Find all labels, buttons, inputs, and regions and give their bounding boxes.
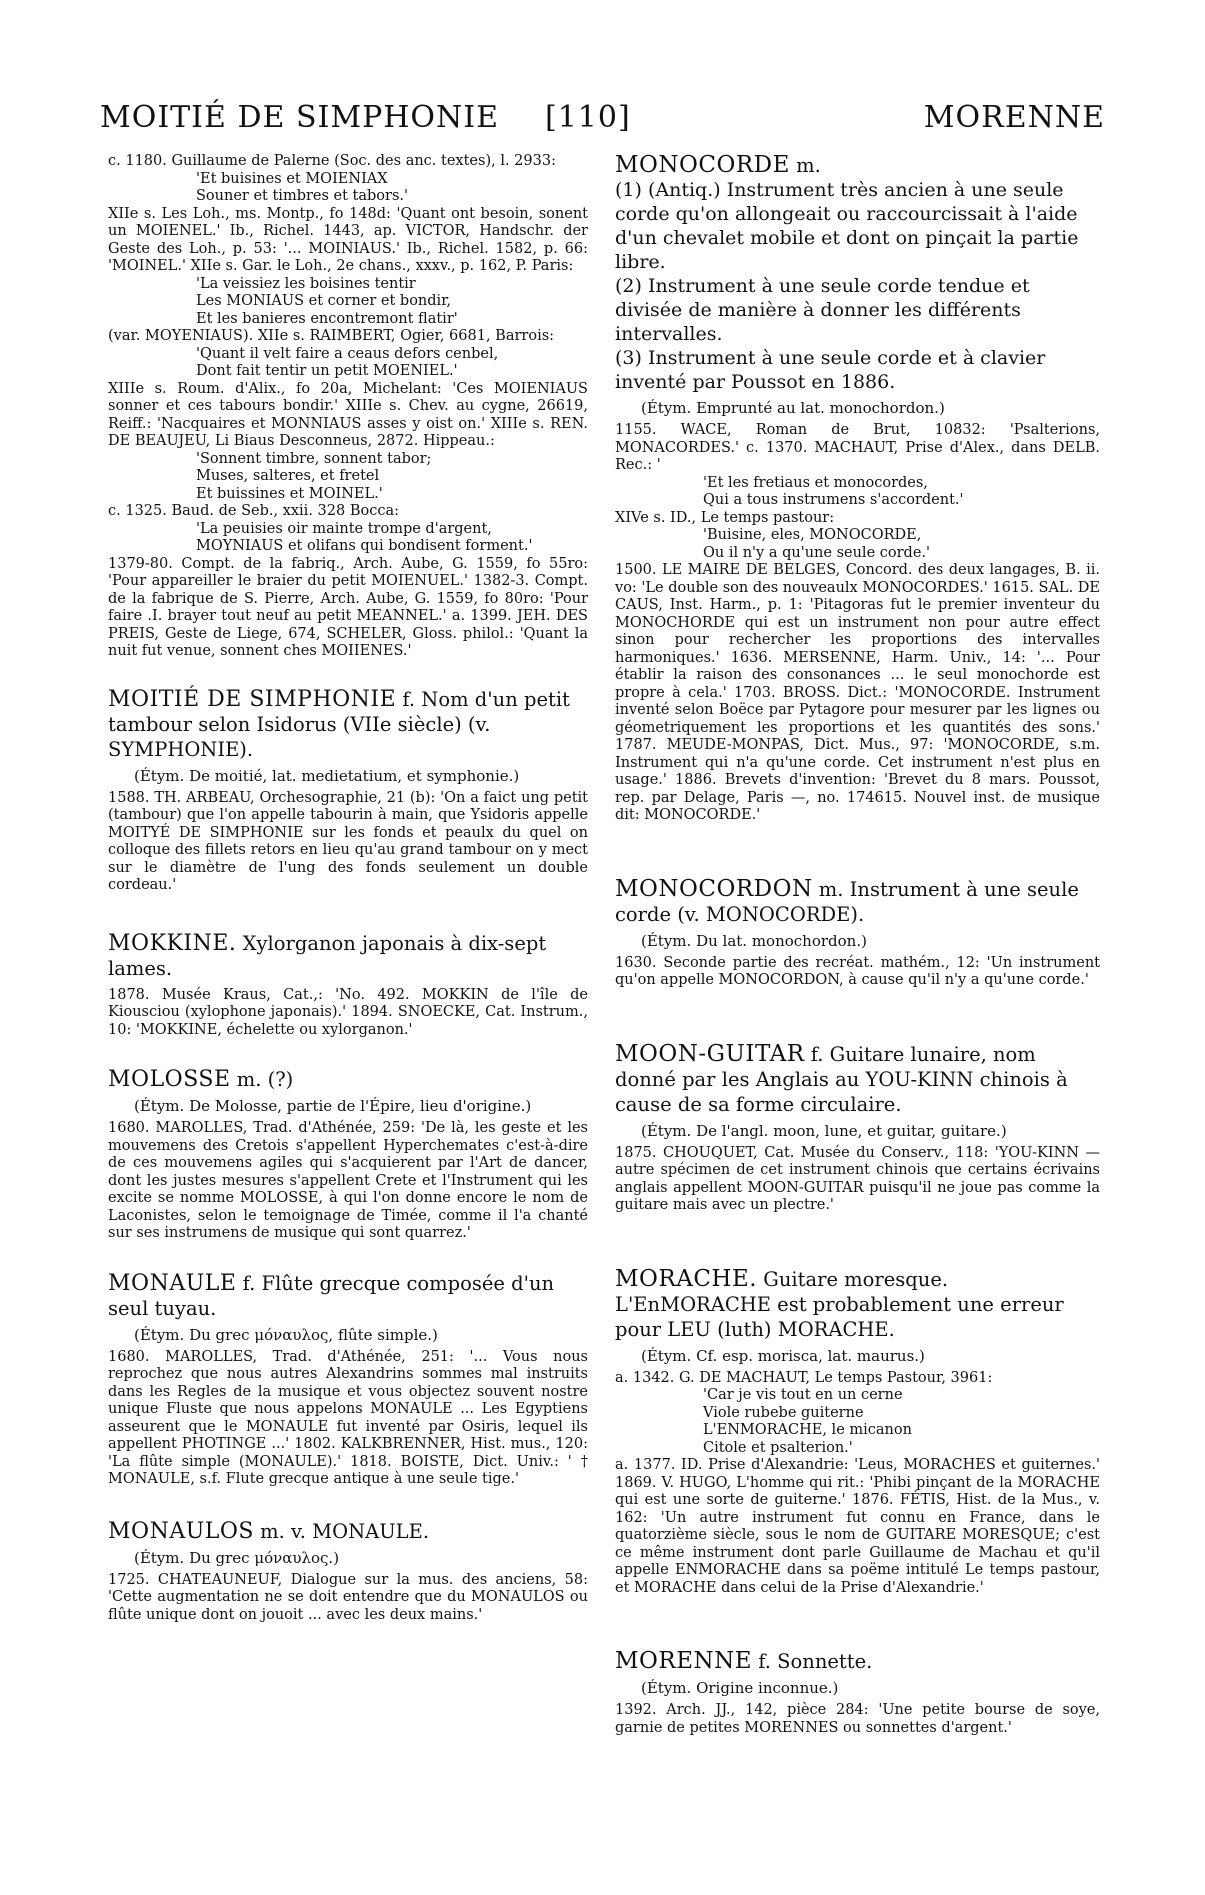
definition: m. Instrument à une seule corde (v. MONOCORDE).	[615, 877, 1079, 926]
citations	[615, 422, 1100, 825]
citation: c. 1180. Guillaume de Palerne (Soc. des anc. textes), l. 2933:	[108, 153, 556, 169]
entry-moon-guitar	[615, 1042, 1100, 1215]
citations: 1875. CHOUQUET, Cat. Musée du Conserv., 118: 'YOU-KINN — autre spécimen de cet instrument chinois que certains écrivains anglais appellent MOON-GUITAR puisqu'il ne joue pas comme la guitare mais avec un plectre.'	[615, 1144, 1100, 1213]
verse-quote: 'Et les fretiaus et monocordes, Qui a tous instrumens s'accordent.'	[703, 474, 964, 508]
headword: MORACHE.	[615, 1265, 758, 1292]
citation: 1500. LE MAIRE DE BELGES, Concord. des deux langages, B. ii. vo: 'Le double son des nouveaulx MONOCORDES.' 1615. SAL. DE CAUS, Inst. Harm., p. 1: 'Pitagoras fut le premier inventeur du MONOCHORDE qui est un instrument non pour autre effect sinon pour rechercher les proportions des intervalles harmoniques.' 1636. MERSENNE, Harm. Univ., 14: '... Pour établir la raison des consonances ... le seul monochorde est propre à cela.' 1703. BROSS. Dict.: 'MONOCORDE. Instrument inventé selon Boëce par Pytagore pour mesurer par les lignes ou géometriquement les proportions et les quantités des sons.' 1787. MEUDE-MONPAS, Dict. Mus., 97: 'MONOCORDE, s.m. Instrument qui n'a qu'une corde. Cet instrument n'est plus en usage.' 1886. Brevets d'invention: 'Brevet du 8 mars. Poussot, rep. par Delage, Paris —, no. 174615. Nouvel inst. de musique dit: MONOCORDE.'	[615, 562, 1100, 823]
verse-quote: 'La peuisies oir mainte trompe d'argent, MOYNIAUS et olifans qui bondisent forment.'	[196, 520, 533, 554]
verse-quote: 'Car je vis tout en un cerne Viole rubebe guiterne L'ENMORACHE, le micanon Citole et psalterion.'	[703, 1387, 912, 1456]
etymology: (Étym. Du grec μόναυλος.)	[134, 1548, 340, 1567]
entry-heading	[615, 1267, 1100, 1342]
definition: f. Nom d'un petit tambour selon Isidorus (VIIe siècle) (v. SYMPHONIE).	[108, 687, 570, 761]
etymology: (Étym. De moitié, lat. medietatium, et symphonie.)	[134, 766, 520, 785]
page-header	[100, 100, 1105, 150]
entry-heading	[615, 1649, 1100, 1674]
citation: a. 1342. G. DE MACHAUT, Le temps Pastour, 3961:	[615, 1369, 993, 1386]
entry-heading	[108, 1271, 588, 1321]
citation: a. 1377. ID. Prise d'Alexandrie: 'Leus, MORACHES et guiternes.' 1869. V. HUGO, L'homme qui rit.: 'Phibi pinçant de la MORACHE qui est une sorte de guiterne.' 1876. FÉTIS, Hist. de la Mus., v. 162: 'Un autre instrument fut connu en France, dans le quatorzième siècle, sous le nom de GUITARE MORESQUE; c'est ce même instrument dont parle Guillaume de Machau et qu'il appelle ENMORACHE dans sa poëme intitulé Le temps pastour, et MORACHE dans celui de la Prise d'Alexandrie.'	[615, 1457, 1100, 1596]
sense: (3) Instrument à une seule corde et à clavier inventé par Poussot en 1886.	[615, 347, 1046, 393]
definition: m.	[789, 154, 821, 177]
citation: XIVe s. ID., Le temps pastour:	[615, 509, 835, 526]
entry-heading	[108, 1519, 588, 1544]
etymology: (Étym. Du lat. monochordon.)	[641, 931, 867, 950]
citations: 1680. MAROLLES, Trad. d'Athénée, 251: '... Vous nous reprochez que nous autres Alexandrins sommes mal instruits dans les Regles de la musique et vous objectez souvent nostre unique Fluste que nous appelons MONAULE ... Les Egyptiens asseurent que le MONAULE fut inventé par Osiris, lequel ils appellent PHOTINGE ...' 1802. KALKBRENNER, Hist. mus., 120: 'La flûte simple (MONAULE).' 1818. BOISTE, Dict. Univ.: ' † MONAULE, s.f. Flute grecque antique à une seule tige.'	[108, 1348, 588, 1487]
citations: 1878. Musée Kraus, Cat.,: 'No. 492. MOKKIN de l'île de Kiousciou (xylophone japonais).' 1894. SNOECKE, Cat. Instrum., 10: 'MOKKINE, échelette ou xylorganon.'	[108, 986, 588, 1038]
entry-heading	[108, 687, 588, 762]
entry-monaule	[108, 1271, 588, 1489]
definition: Xylorganon japonais à dix-sept lames.	[108, 931, 547, 980]
citations: 1588. TH. ARBEAU, Orchesographie, 21 (b): 'On a faict ung petit (tambour) que l'on appelle tabourin à main, que Ysidoris appelle MOITYÉ DE SIMPHONIE sur les fonds et peaulx du quel on colloque des fillets retors en lieu qu'au grand tambour on y mect sur le diamètre de l'ung des fonds seulement un double cordeau.'	[108, 789, 588, 893]
entry-molosse	[108, 1067, 588, 1243]
running-head-right: MORENNE	[923, 100, 1105, 135]
entry-monocorde	[615, 153, 1100, 825]
definition: f. Flûte grecque composée d'un seul tuyau.	[108, 1271, 555, 1320]
left-column	[108, 153, 588, 1624]
definition: f. Sonnette.	[752, 1650, 873, 1673]
entry-heading	[615, 153, 1100, 178]
verse-quote: 'Et buisines et MOIENIAX Souner et timbres et tabors.'	[196, 170, 409, 204]
headword: MORENNE	[615, 1648, 753, 1674]
definition: m. (?)	[230, 1068, 294, 1091]
citations: 1725. CHATEAUNEUF, Dialogue sur la mus. des anciens, 58: 'Cette augmentation ne se doit entendre que du MONAULOS ou flûte unique dont on jouoit ... avec les deux mains.'	[108, 1571, 588, 1623]
citation: 1155. WACE, Roman de Brut, 10832: 'Psalterions, MONACORDES.' c. 1370. MACHAUT, Prise d'Alex., dans DELB. Rec.: '	[615, 422, 1100, 473]
verse-quote: 'Buisine, eles, MONOCORDE, Ou il n'y a qu'une seule corde.'	[703, 527, 931, 561]
entry-heading	[615, 1042, 1100, 1117]
etymology: (Étym. Origine inconnue.)	[641, 1679, 839, 1697]
verse-quote: 'La veissiez les boisines tentir Les MONIAUS et corner et bondir, Et les banieres encontremont flatir'	[196, 275, 458, 327]
citation: c. 1325. Baud. de Seb., xxii. 328 Bocca:	[108, 503, 399, 519]
entry-morenne	[615, 1649, 1100, 1737]
entry-heading	[108, 931, 588, 981]
running-head-left: MOITIÉ DE SIMPHONIE	[100, 100, 500, 135]
etymology: (Étym. Cf. esp. morisca, lat. maurus.)	[641, 1346, 925, 1365]
etymology: (Étym. Emprunté au lat. monochordon.)	[641, 399, 945, 417]
entry-heading	[108, 1067, 588, 1092]
citations: 1392. Arch. JJ., 142, pièce 284: 'Une petite bourse de soye, garnie de petites MORENNES ou sonnettes d'argent.'	[615, 1702, 1100, 1736]
verse-quote: 'Sonnent timbre, sonnent tabor; Muses, salteres, et fretel Et buissines et MOINEL.'	[196, 450, 432, 502]
sense: (2) Instrument à une seule corde tendue et divisée de manière à donner les différents intervalles.	[615, 275, 1030, 345]
headword: MOITIÉ DE SIMPHONIE	[108, 686, 397, 712]
right-column	[615, 153, 1100, 1737]
entry-heading	[615, 877, 1100, 927]
headword: MOKKINE.	[108, 930, 237, 956]
citations: 1680. MAROLLES, Trad. d'Athénée, 259: 'De là, les geste et les mouvemens des Cretois s'appellent Hyperchemates c'est-à-dire de ces mouvemens agiles qui s'acquierent par l'Art de dancer, dont les justes mesures s'appellent Crete et l'Instrument qui les excite se nomme MOLOSSE, à qui l'on donne encore le nom de Laconistes, selon le temoignage de Timée, comme il l'a chanté sur ses instrumens de musique qui sont quarrez.'	[108, 1120, 588, 1241]
citation: (var. MOYENIAUS). XIIe s. RAIMBERT, Ogier, 6681, Barrois:	[108, 328, 555, 344]
headword: MONOCORDE	[615, 152, 790, 178]
citations	[615, 1370, 1100, 1598]
headword: MONAULOS	[108, 1518, 254, 1544]
sense-list	[615, 178, 1100, 394]
headword: MOLOSSE	[108, 1067, 231, 1092]
citation: XIIIe s. Roum. d'Alix., fo 20a, Michelant: 'Ces MOIENIAUS sonner et ces tabours bondir.' XIIIe s. Chev. au cygne, 26619, Reiff.: 'Nacquaires et MONNIAUS asses y oist on.' XIIIe s. REN. DE BEAUJEU, Li Biaus Desconneus, 2872. Hippeau.:	[108, 380, 588, 449]
etymology: (Étym. De l'angl. moon, lune, et guitar, guitare.)	[641, 1121, 1007, 1140]
entry-mokkine	[108, 931, 588, 1040]
definition: m. v. MONAULE.	[253, 1519, 430, 1543]
citation: 1379-80. Compt. de la fabriq., Arch. Aube, G. 1559, fo 55ro: 'Pour appareiller le braier du petit MOIENUEL.' 1382-3. Compt. de la fabrique de S. Pierre, Arch. Aube, G. 1559, fo 80ro: 'Pour faire .I. brayer tout neuf au petit MEANNEL.' a. 1399. JEH. DES PREIS, Geste de Liege, 674, SCHELER, Gloss. philol.: 'Quant la nuit fut venue, sonnent ches MOIIENES.'	[108, 555, 588, 659]
etymology: (Étym. De Molosse, partie de l'Épire, lieu d'origine.)	[134, 1097, 532, 1115]
headword: MONOCORDON	[615, 875, 813, 902]
verse-quote: 'Quant il velt faire a ceaus defors cenbel, Dont fait tentir un petit MOENIEL.'	[196, 345, 499, 379]
sense: (1) (Antiq.) Instrument très ancien à une seule corde qu'on allongeait ou raccourcissait à l'aide d'un chevalet mobile et dont on pinçait la partie libre.	[615, 179, 1079, 273]
definition: f. Guitare lunaire, nom donné par les Anglais au YOU-KINN chinois à cause de sa forme circulaire.	[615, 1042, 1068, 1116]
continued-citations	[108, 153, 588, 661]
citations: 1630. Seconde partie des recréat. mathém., 12: 'Un instrument qu'on appelle MONOCORDON, à cause qu'il n'y a qu'une corde.'	[615, 954, 1100, 988]
entry-monocordon	[615, 877, 1100, 990]
citation: XIIe s. Les Loh., ms. Montp., fo 148d: 'Quant ont besoin, sonent un MOIENEL.' Ib., Richel. 1443, ap. VICTOR, Handschr. der Geste des Loh., p. 53: '... MOINIAUS.' Ib., Richel. 1582, p. 66: 'MOINEL.' XIIe s. Gar. le Loh., 2e chans., xxxv., p. 162, P. Paris:	[108, 205, 588, 274]
definition: Guitare moresque. L'EnMORACHE est probablement une erreur pour LEU (luth) MORACHE.	[615, 1267, 1064, 1341]
entry-moitie-de-simphonie	[108, 687, 588, 895]
headword: MOON-GUITAR	[615, 1040, 805, 1067]
entry-morache	[615, 1267, 1100, 1598]
etymology: (Étym. Du grec μόναυλος, flûte simple.)	[134, 1325, 438, 1344]
headword: MONAULE	[108, 1270, 237, 1296]
entry-monaulos	[108, 1519, 588, 1625]
page-number: [110]	[545, 100, 631, 135]
